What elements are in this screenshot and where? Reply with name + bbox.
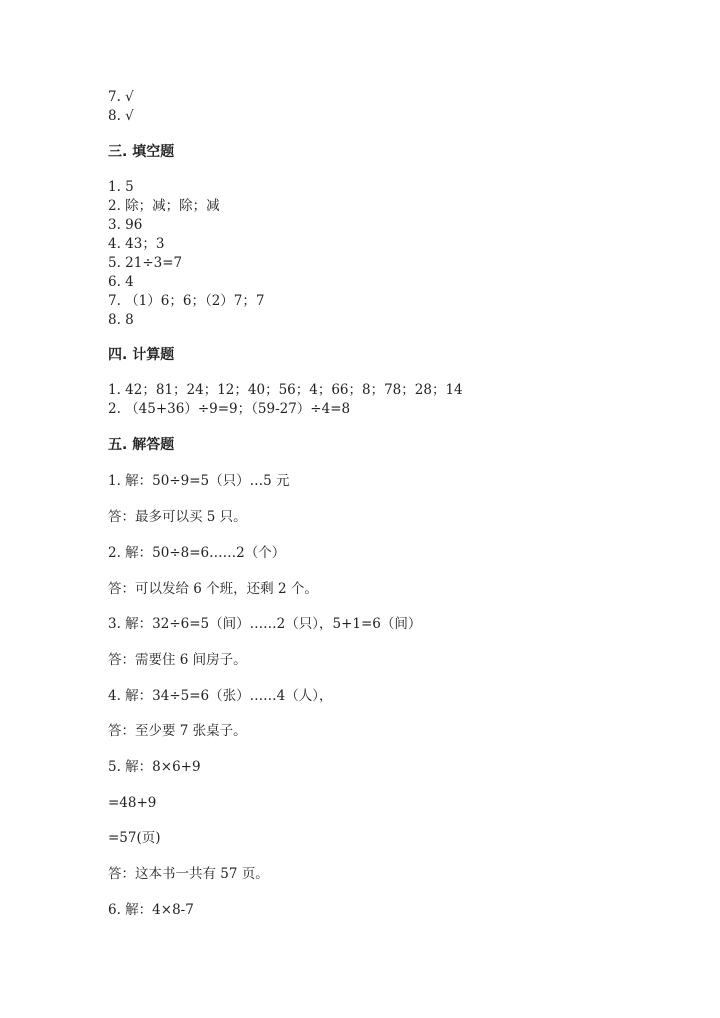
solution-line: 2. 解：50÷8=6……2（个） [108,545,286,561]
answer-line: 1. 42；81；24；12；40；56；4；66；8；78；28；14 [108,382,463,398]
answer-statement: 答：这本书一共有 57 页。 [108,866,269,882]
answer-statement: 答：最多可以买 5 只。 [108,509,247,525]
answer-line: 8. 8 [108,312,134,328]
solution-line: 5. 解：8×6+9 [108,759,201,775]
section-heading-calculation: 四. 计算题 [108,347,175,363]
answer-line: 2. 除；减；除；减 [108,198,220,214]
answer-line: 7. √ [108,89,134,105]
solution-line: 1. 解：50÷9=5（只）…5 元 [108,473,290,489]
solution-line: 4. 解：34÷5=6（张）……4（人）， [108,688,333,704]
answer-line: 5. 21÷3=7 [108,255,183,271]
section-heading-word-problems: 五. 解答题 [108,437,175,453]
solution-step: =57(页) [108,830,161,846]
answer-line: 2. （45+36）÷9=9；（59-27）÷4=8 [108,401,351,417]
solution-line: 3. 解：32÷6=5（间）……2（只），5+1=6（间） [108,616,422,632]
answer-line: 8. √ [108,108,134,124]
answer-line: 6. 4 [108,274,134,290]
solution-step: =48+9 [108,795,157,811]
answer-line: 1. 5 [108,179,134,195]
answer-statement: 答：需要住 6 间房子。 [108,652,247,668]
section-heading-fill-blank: 三. 填空题 [108,144,175,160]
answer-statement: 答：可以发给 6 个班，还剩 2 个。 [108,581,318,597]
answer-statement: 答：至少要 7 张桌子。 [108,723,247,739]
answer-line: 4. 43；3 [108,236,165,252]
answer-line: 7. （1）6；6；（2）7；7 [108,293,265,309]
solution-line: 6. 解：4×8-7 [108,902,194,918]
answer-line: 3. 96 [108,217,143,233]
